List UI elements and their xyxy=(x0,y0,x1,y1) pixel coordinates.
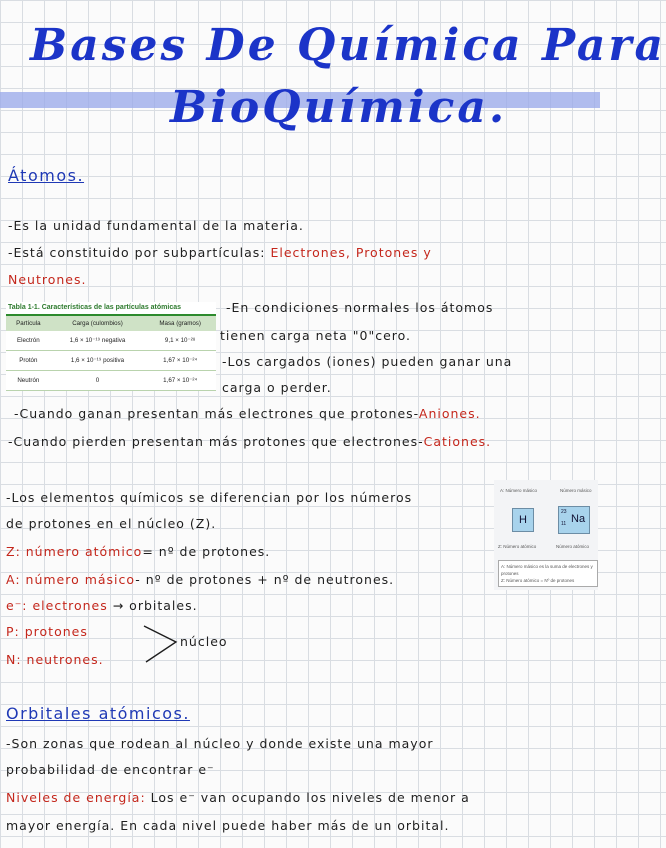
figure-note-1: A: Número másico es la suma de electrones y protones xyxy=(501,564,593,576)
lose-text: -Cuando pierden presentan más protones que electrones- xyxy=(8,434,424,449)
table-cell: 1,67 × 10⁻²⁴ xyxy=(144,351,216,371)
figure-label-z-bottom-right: Número atómico xyxy=(556,544,590,549)
niveles-label: Niveles de energía: xyxy=(6,790,146,805)
elementos-line-1: -Los elementos químicos se diferencian por los números xyxy=(6,490,413,505)
a-def: - nº de protones + nº de neutrones. xyxy=(135,572,395,587)
nucleo-label: núcleo xyxy=(180,634,228,649)
table-cell: 1,67 × 10⁻²⁴ xyxy=(144,371,216,391)
sodium-box xyxy=(558,506,590,534)
table-row xyxy=(6,331,216,351)
orbitales-line-1: -Son zonas que rodean al núcleo y donde existe una mayor xyxy=(6,736,434,751)
atomos-lose-line xyxy=(8,434,491,449)
p-label: P: protones xyxy=(6,624,88,639)
figure-label-a-top-right: Número másico xyxy=(560,488,592,493)
atomos-gain-line xyxy=(14,406,481,421)
table-row xyxy=(6,371,216,391)
figure-note xyxy=(498,560,598,587)
orbitales-line-2: probabilidad de encontrar e⁻ xyxy=(6,762,215,777)
table-header-particle: Partícula xyxy=(6,316,51,331)
n-label: N: neutrones. xyxy=(6,652,104,667)
table-cell: 9,1 × 10⁻²⁸ xyxy=(144,331,216,351)
hydrogen-symbol: H xyxy=(519,514,527,526)
figure-note-2: Z: Número atómico = Nº de protones xyxy=(501,578,575,583)
table-cell: 0 xyxy=(51,371,145,391)
section-heading-orbitales: Orbitales atómicos. xyxy=(6,704,190,723)
table-cell: 1,6 × 10⁻¹⁹ positiva xyxy=(51,351,145,371)
atomos-right-3: -Los cargados (iones) pueden ganar una xyxy=(222,354,513,369)
orbitales-line-3 xyxy=(6,790,470,805)
page-title-line1: Bases De Química Para xyxy=(30,20,666,71)
orbitales-line-4: mayor energía. En cada nivel puede haber más de un orbital. xyxy=(6,818,450,833)
hydrogen-box xyxy=(512,508,534,532)
atomos-bullet-2-cont: Neutrones. xyxy=(8,272,87,287)
section-heading-atomos: Átomos. xyxy=(8,166,85,185)
z-definition xyxy=(6,544,270,559)
table-header-charge: Carga (culombios) xyxy=(51,316,145,331)
atomos-right-2: tienen carga neta "0"cero. xyxy=(220,328,412,343)
table-cell: Protón xyxy=(6,351,51,371)
niveles-text: Los e⁻ van ocupando los niveles de menor a xyxy=(150,790,470,805)
atomos-bullet-2-particles: Electrones, Protones y xyxy=(270,245,432,260)
particle-table xyxy=(6,302,216,391)
elementos-line-2: de protones en el núcleo (Z). xyxy=(6,516,217,531)
a-definition xyxy=(6,572,394,587)
atomic-notation-figure xyxy=(494,480,598,590)
atomos-right-4: carga o perder. xyxy=(222,380,332,395)
cationes-label: Cationes. xyxy=(423,434,492,449)
aniones-label: Aniones. xyxy=(418,406,481,421)
table-caption: Tabla 1-1. Características de las partículas atómicas xyxy=(6,302,216,316)
nucleo-brace xyxy=(142,622,178,666)
atomos-right-1: -En condiciones normales los átomos xyxy=(226,300,494,315)
sodium-z: 11 xyxy=(561,521,567,527)
atomos-bullet-1: -Es la unidad fundamental de la materia. xyxy=(8,218,304,233)
e-label: e⁻: electrones xyxy=(6,598,108,613)
table-cell: Neutrón xyxy=(6,371,51,391)
atomos-bullet-2 xyxy=(8,245,432,260)
z-label: Z: número atómico xyxy=(6,544,143,559)
figure-label-a-top: A: Número másico xyxy=(500,488,538,493)
z-def: = nº de protones. xyxy=(142,544,271,559)
table-row xyxy=(6,351,216,371)
table-cell: Electrón xyxy=(6,331,51,351)
figure-label-z-bottom: Z: Número atómico xyxy=(498,544,537,549)
sodium-symbol: Na xyxy=(571,513,586,525)
table-cell: 1,6 × 10⁻¹⁹ negativa xyxy=(51,331,145,351)
atomos-bullet-2-prefix: -Está constituido por subpartículas: xyxy=(8,245,266,260)
page-title-line2: BioQuímica. xyxy=(170,82,508,133)
e-definition xyxy=(6,598,198,613)
e-def: → orbitales. xyxy=(112,598,198,613)
gain-text: -Cuando ganan presentan más electrones que protones- xyxy=(14,406,419,421)
sodium-mass: 23 xyxy=(561,509,567,515)
a-label: A: número másico xyxy=(6,572,136,587)
table-header-mass: Masa (gramos) xyxy=(144,316,216,331)
